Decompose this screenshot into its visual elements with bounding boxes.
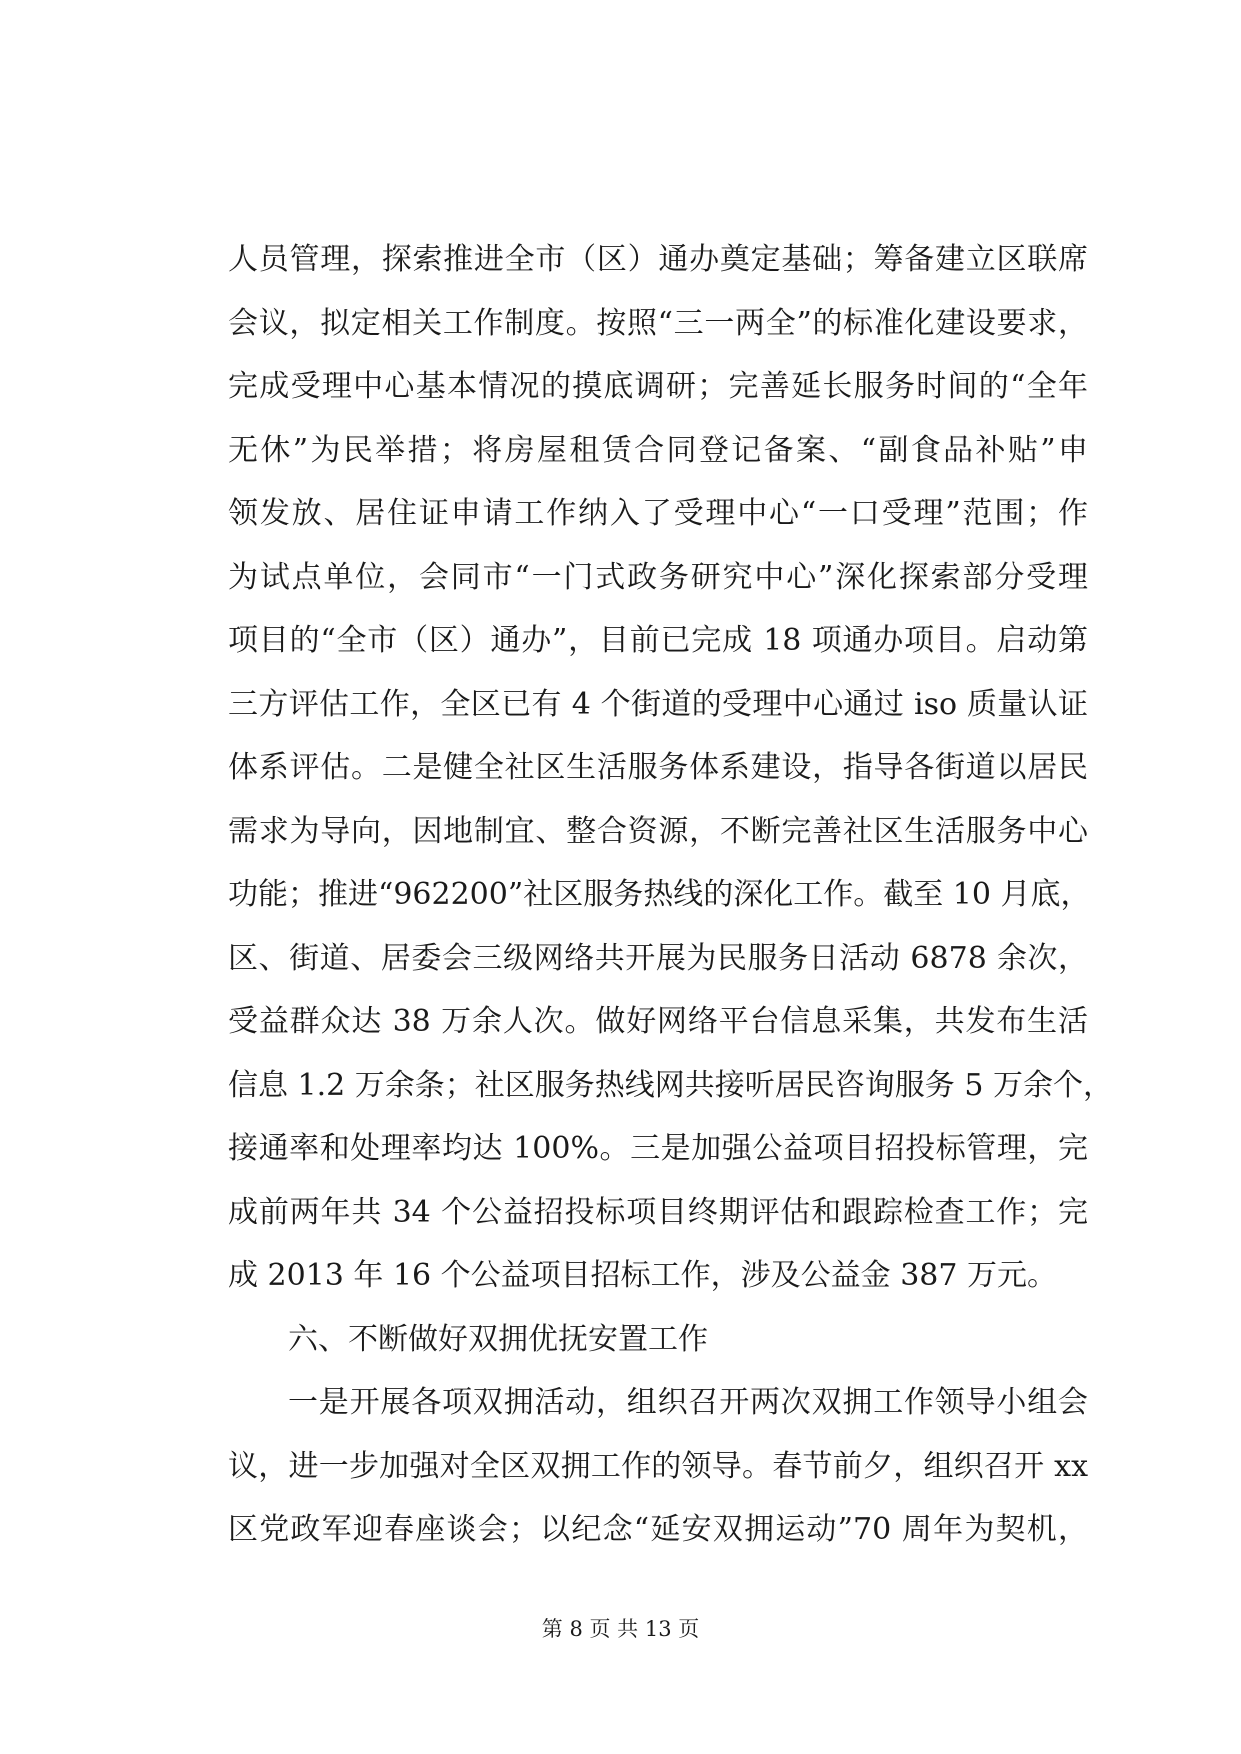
text-line: 一是开展各项双拥活动，组织召开两次双拥工作领导小组会: [288, 1385, 1088, 1420]
text-line: 体系评估。二是健全社区生活服务体系建设，指导各街道以居民: [228, 750, 1088, 785]
text-line: 完成受理中心基本情况的摸底调研；完善延长服务时间的“全年: [228, 369, 1088, 404]
text-line: 功能；推进“962200”社区服务热线的深化工作。截至 10 月底，: [228, 877, 1091, 912]
text-line: 成前两年共 34 个公益招投标项目终期评估和跟踪检查工作；完: [228, 1194, 1088, 1230]
text-line: 为试点单位，会同市“一门式政务研究中心”深化探索部分受理: [228, 559, 1088, 595]
page-number: 第 8 页 共 13 页: [541, 1617, 700, 1641]
text-line: 接通率和处理率均达 100%。三是加强公益项目招投标管理，完: [228, 1131, 1088, 1166]
text-line: 议，进一步加强对全区双拥工作的领导。春节前夕，组织召开 xx: [228, 1448, 1088, 1484]
body-text: [228, 228, 1113, 1562]
text-line: 区、街道、居委会三级网络共开展为民服务日活动 6878 余次，: [228, 940, 1088, 976]
text-line: 信息 1.2 万余条；社区服务热线网共接听居民咨询服务 5 万余个，: [228, 1067, 1113, 1103]
section-heading: 六、不断做好双拥优抚安置工作: [288, 1321, 708, 1357]
text-line: 会议，拟定相关工作制度。按照“三一两全”的标准化建设要求，: [228, 305, 1088, 341]
text-line: 三方评估工作，全区已有 4 个街道的受理中心通过 iso 质量认证: [228, 686, 1088, 722]
text-line: 人员管理，探索推进全市（区）通办奠定基础；筹备建立区联席: [228, 242, 1088, 277]
text-line: 项目的“全市（区）通办”，目前已完成 18 项通办项目。启动第: [228, 623, 1088, 658]
paragraph-end-line: 成 2013 年 16 个公益项目招标工作，涉及公益金 387 万元。: [228, 1258, 1057, 1293]
text-line: 领发放、居住证申请工作纳入了受理中心“一口受理”范围；作: [228, 496, 1088, 531]
page-footer: [0, 1614, 1241, 1644]
text-line: 受益群众达 38 万余人次。做好网络平台信息采集，共发布生活: [228, 1004, 1088, 1039]
text-line: 区党政军迎春座谈会；以纪念“延安双拥运动”70 周年为契机，: [228, 1512, 1088, 1547]
text-line: 需求为导向，因地制宜、整合资源，不断完善社区生活服务中心: [228, 813, 1088, 849]
text-line: 无休”为民举措；将房屋租赁合同登记备案、“副食品补贴”申: [228, 432, 1088, 468]
